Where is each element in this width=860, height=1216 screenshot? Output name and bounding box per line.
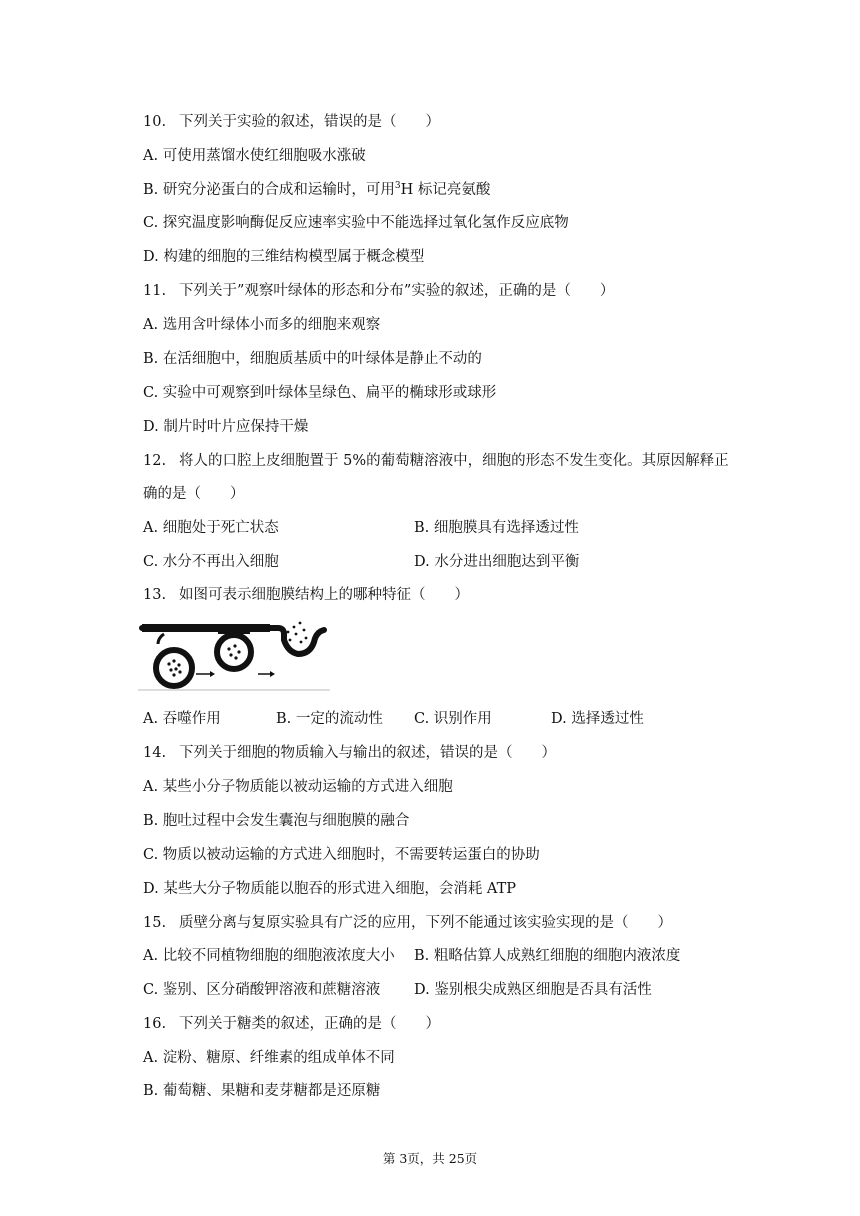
option: B. 粗略估算人成熟红细胞的细胞内液浓度 bbox=[414, 948, 681, 964]
question-number: 16. bbox=[143, 1016, 167, 1032]
option: B. 葡萄糖、果糖和麦芽糖都是还原糖 bbox=[143, 1083, 381, 1099]
option: B. 胞吐过程中会发生囊泡与细胞膜的融合 bbox=[143, 813, 410, 829]
option: D. 构建的细胞的三维结构模型属于概念模型 bbox=[143, 249, 425, 265]
question-number: 10. bbox=[143, 114, 167, 130]
option: A. 某些小分子物质能以被动运输的方式进入细胞 bbox=[143, 779, 453, 795]
option: A. 吞噬作用 bbox=[143, 711, 221, 727]
option: A. 细胞处于死亡状态 bbox=[143, 520, 279, 536]
option: A. 比较不同植物细胞的细胞液浓度大小 bbox=[143, 948, 395, 964]
option-text-tail: H 标记亮氨酸 bbox=[400, 182, 491, 198]
question-15-stem bbox=[143, 913, 672, 933]
option: C. 实验中可观察到叶绿体呈绿色、扁平的椭球形或球形 bbox=[143, 385, 497, 401]
question-stem: 如图可表示细胞膜结构上的哪种特征（ ） bbox=[179, 587, 469, 603]
option: D. 选择透过性 bbox=[551, 711, 644, 727]
question-stem: 质壁分离与复原实验具有广泛的应用，下列不能通过该实验实现的是（ ） bbox=[179, 915, 672, 931]
option: C. 探究温度影响酶促反应速率实验中不能选择过氧化氢作反应底物 bbox=[143, 215, 569, 231]
question-stem: 下列关于实验的叙述，错误的是（ ） bbox=[179, 114, 440, 130]
option: B. 一定的流动性 bbox=[276, 711, 383, 727]
question-number: 15. bbox=[143, 915, 167, 931]
question-stem: 下列关于细胞的物质输入与输出的叙述，错误的是（ ） bbox=[179, 745, 556, 761]
isotope-superscript: 3 bbox=[394, 181, 401, 192]
option: D. 鉴别根尖成熟区细胞是否具有活性 bbox=[414, 982, 652, 998]
question-12-stem bbox=[143, 451, 729, 471]
question-number: 12. bbox=[143, 453, 167, 469]
option: B. 细胞膜具有选择透过性 bbox=[414, 520, 579, 536]
option: A. 淀粉、糖原、纤维素的组成单体不同 bbox=[143, 1050, 395, 1066]
question-14-stem bbox=[143, 743, 556, 763]
question-stem: 下列关于”观察叶绿体的形态和分布”实验的叙述，正确的是（ ） bbox=[179, 283, 615, 299]
question-13-stem bbox=[143, 585, 469, 605]
question-number: 11. bbox=[143, 283, 167, 299]
question-16-stem bbox=[143, 1014, 440, 1034]
option: A. 可使用蒸馏水使红细胞吸水涨破 bbox=[143, 148, 366, 164]
question-stem-continued: 确的是（ ） bbox=[143, 486, 245, 502]
option bbox=[143, 180, 490, 200]
option: B. 在活细胞中，细胞质基质中的叶绿体是静止不动的 bbox=[143, 351, 482, 367]
question-number: 13. bbox=[143, 587, 167, 603]
question-stem: 将人的口腔上皮细胞置于 5%的葡萄糖溶液中，细胞的形态不发生变化。其原因解释正 bbox=[179, 453, 729, 469]
option: D. 某些大分子物质能以胞吞的形式进入细胞，会消耗 ATP bbox=[143, 881, 517, 897]
endocytosis-figure bbox=[138, 618, 330, 692]
option-text: B. 研究分泌蛋白的合成和运输时，可用 bbox=[143, 182, 395, 198]
question-stem: 下列关于糖类的叙述，正确的是（ ） bbox=[179, 1016, 440, 1032]
question-number: 14. bbox=[143, 745, 167, 761]
option: C. 水分不再出入细胞 bbox=[143, 554, 279, 570]
option: C. 鉴别、区分硝酸钾溶液和蔗糖溶液 bbox=[143, 982, 381, 998]
question-10-stem bbox=[143, 112, 440, 132]
question-11-stem bbox=[143, 281, 614, 301]
option: D. 制片时叶片应保持干燥 bbox=[143, 419, 309, 435]
option: C. 识别作用 bbox=[414, 711, 492, 727]
option: D. 水分进出细胞达到平衡 bbox=[414, 554, 580, 570]
page-footer: 第 3页，共 25页 bbox=[382, 1151, 478, 1166]
option: A. 选用含叶绿体小而多的细胞来观察 bbox=[143, 317, 381, 333]
option: C. 物质以被动运输的方式进入细胞时，不需要转运蛋白的协助 bbox=[143, 847, 540, 863]
